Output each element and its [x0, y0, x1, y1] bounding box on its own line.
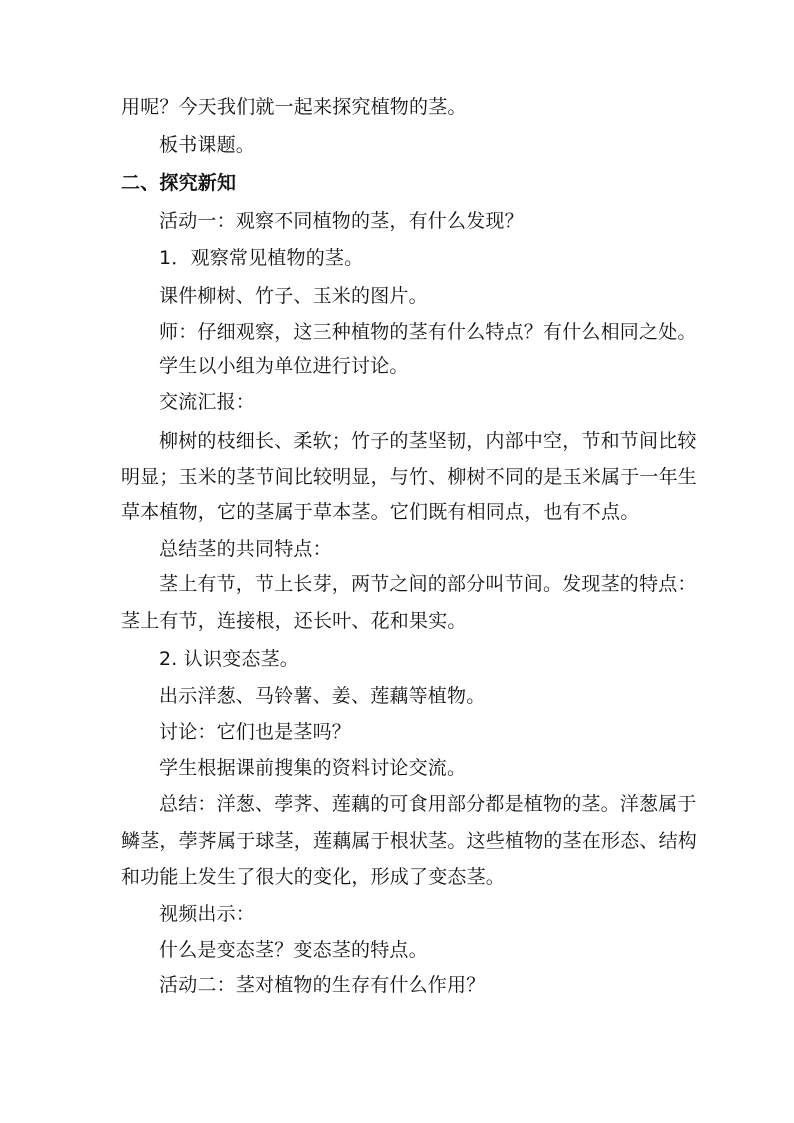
paragraph-line: 茎上有节，节上长芽，两节之间的部分叫节间。发现茎的特点： [159, 573, 697, 595]
paragraph-line: 学生以小组为单位进行讨论。 [159, 355, 409, 377]
paragraph-line: 师：仔细观察，这三种植物的茎有什么特点？有什么相同之处。 [159, 321, 697, 343]
paragraph-line: 草本植物，它的茎属于草本茎。它们既有相同点，也有不点。 [121, 501, 640, 523]
paragraph-line: 柳树的枝细长、柔软；竹子的茎坚韧，内部中空，节和节间比较 [159, 430, 697, 452]
paragraph-line: 茎上有节，连接根，还长叶、花和果实。 [121, 610, 467, 632]
paragraph-line: 交流汇报： [159, 391, 256, 413]
paragraph-line: 明显；玉米的茎节间比较明显，与竹、柳树不同的是玉米属于一年生 [121, 466, 698, 488]
paragraph-line: 活动二：茎对植物的生存有什么作用？ [159, 974, 486, 996]
paragraph-line: 总结：洋葱、荸荠、莲藕的可食用部分都是植物的茎。洋葱属于 [159, 793, 697, 815]
paragraph-line: 学生根据课前搜集的资料讨论交流。 [159, 757, 467, 779]
paragraph-line: 总结茎的共同特点： [159, 538, 332, 560]
paragraph-line: 1．观察常见植物的茎。 [159, 247, 364, 269]
paragraph-line: 鳞茎，荸荠属于球茎，莲藕属于根状茎。这些植物的茎在形态、结构 [121, 830, 698, 852]
section-heading: 二、探究新知 [121, 172, 237, 194]
paragraph-line: 出示洋葱、马铃薯、姜、莲藕等植物。 [159, 685, 486, 707]
paragraph-line: 活动一：观察不同植物的茎，有什么发现？ [159, 210, 524, 232]
paragraph-line: 和功能上发生了很大的变化，形成了变态茎。 [121, 866, 506, 888]
paragraph-line: 板书课题。 [159, 134, 256, 156]
paragraph-line: 用呢？今天我们就一起来探究植物的茎。 [121, 96, 467, 118]
paragraph-line: 2. 认识变态茎。 [159, 648, 299, 670]
paragraph-line: 课件柳树、竹子、玉米的图片。 [159, 285, 428, 307]
paragraph-line: 视频出示： [159, 903, 256, 925]
paragraph-line: 什么是变态茎？变态茎的特点。 [159, 939, 428, 961]
paragraph-line: 讨论：它们也是茎吗？ [159, 721, 352, 743]
